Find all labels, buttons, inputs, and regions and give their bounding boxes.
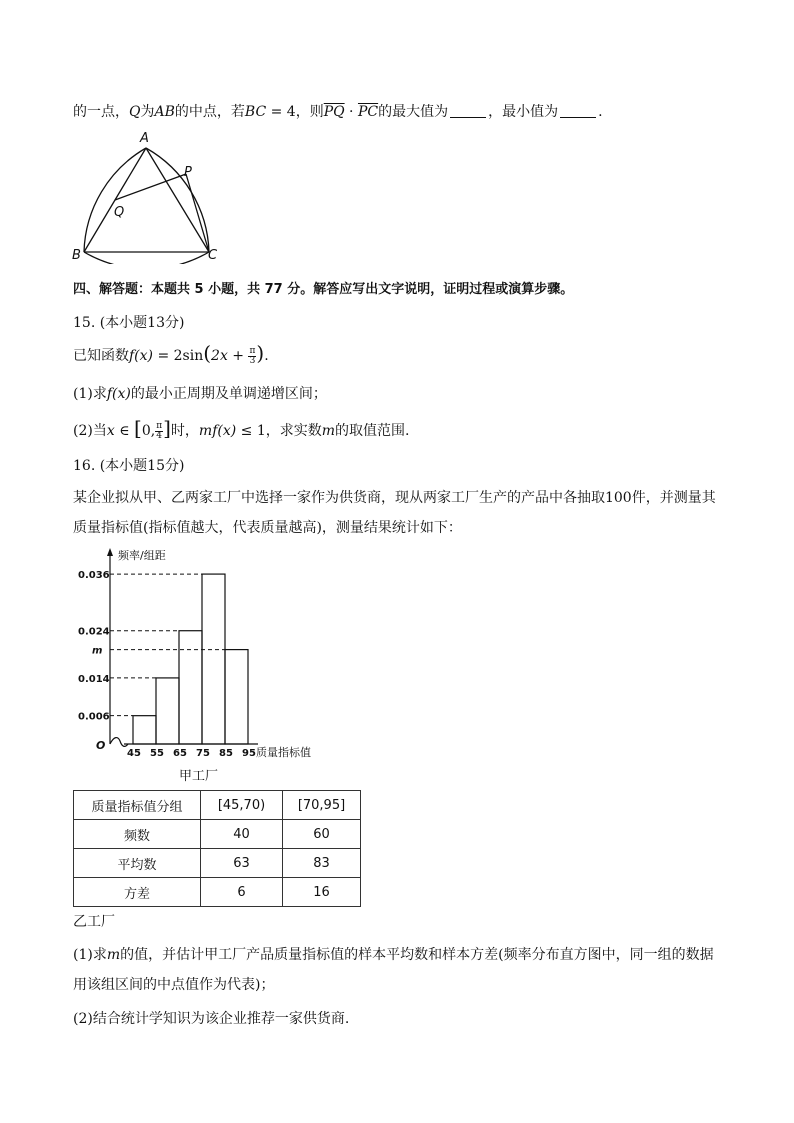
histogram-bar [202,574,225,744]
label-q: Q [114,205,125,220]
q15-text: 已知函数 [73,348,129,364]
histogram-bar [133,716,156,744]
q14-text: ，则 [295,104,324,120]
y-tick-label: 0.036 [78,570,110,582]
histogram-caption: 甲工厂 [179,769,219,784]
table-cell: 60 [283,820,361,849]
q14-text: 的中点，若 [174,104,245,120]
x-tick-label: 65 [173,748,187,759]
histogram-bar [156,678,179,744]
segment-pc [186,174,209,252]
q15-arg: 2x + [211,348,249,364]
histogram-bar [225,650,248,744]
q14-tail-line [73,102,603,122]
q14-text: ，最小值为 [488,104,559,120]
q14-vec-pq: $\overline{PQ}$ [323,104,345,120]
factory-b-table [73,790,361,907]
table-header-cell: [45,70) [201,791,283,820]
x-tick-label: 55 [150,748,164,759]
q16-part1-line2: 用该组区间的中点值作为代表)； [73,977,275,993]
answer-blank-min [560,103,596,118]
table-row [74,849,361,878]
table-cell: 平均数 [74,849,201,878]
table-cell: 16 [283,878,361,907]
table-cell: 40 [201,820,283,849]
table-cell: 频数 [74,820,201,849]
table-cell: 63 [201,849,283,878]
x-tick-label: 45 [127,748,141,759]
y-tick-label: m [92,645,103,657]
origin-label: O [96,739,106,752]
table-cell: 83 [283,849,361,878]
y-tick-label: 0.014 [78,673,110,685]
q14-text: . [598,104,603,120]
table-cell: 方差 [74,878,201,907]
y-axis-label: 频率/组距 [118,549,166,562]
x-tick-label: 95 [242,748,256,759]
q15-part2: (2)当x ∈ [0, $\frac{\pi}{4}$ ]时，mf(x) ≤ 1，求实数m的取值范围. [73,416,410,441]
label-p: P [184,165,192,180]
table-row [74,820,361,849]
q15-fx: f(x) [129,348,154,364]
q16-header: 16. (本小题15分) [73,458,185,474]
q14-dot: · [344,104,358,120]
fraction-pi-4: $\frac{\pi}{4}$ [156,420,163,441]
label-b: B [72,248,81,263]
bracket-close: ] [163,416,171,440]
y-axis-arrow [107,548,113,556]
q16-stem-line2: 质量指标值(指标值越大，代表质量越高)，测量结果统计如下： [73,520,462,536]
q15-stem: 已知函数f(x) = 2sin(2x + $\frac{\pi}{3}$ ). [73,341,269,366]
frequency-histogram [70,545,350,765]
section-header: 四、解答题：本题共 5 小题，共 77 分。解答应写出文字说明，证明过程或演算步骤。 [73,282,574,297]
q14-text: 的一点， [73,104,129,120]
q14-vec-pc: $\overline{PC}$ [357,104,379,120]
table-caption: 乙工厂 [73,914,115,930]
geometry-diagram [60,128,240,264]
q16-stem-line1: 某企业拟从甲、乙两家工厂中选择一家作为供货商，现从两家工厂生产的产品中各抽取100件，并测量其 [73,490,716,506]
q15-eq: = 2sin [153,348,204,364]
table-row [74,878,361,907]
q16-part2: (2)结合统计学知识为该企业推荐一家供货商. [73,1011,350,1027]
arc-bc [84,252,209,264]
table-header-cell: 质量指标值分组 [74,791,201,820]
paren-close: ) [256,341,265,365]
axis-break [110,738,128,747]
label-a: A [140,131,149,146]
bracket-open: [ [134,416,142,440]
x-tick-label: 85 [219,748,233,759]
table-header-row [74,791,361,820]
x-tick-label: 75 [196,748,210,759]
q14-text: 为 [140,104,155,120]
y-tick-label: 0.006 [78,711,110,723]
q14-var-ab: AB [154,104,175,120]
x-axis-label: 质量指标值 [256,746,311,759]
histogram-bar [179,631,202,744]
q14-eq: = 4 [266,104,296,120]
answer-blank-max [450,103,486,118]
q14-var-q: Q [129,104,141,120]
table-header-cell: [70,95] [283,791,361,820]
q14-text: 的最大值为 [378,104,449,120]
y-tick-label: 0.024 [78,626,110,638]
q15-header: 15. (本小题13分) [73,315,185,331]
q15-part1: (1)求f(x)的最小正周期及单调递增区间； [73,386,327,402]
fraction-pi-3: $\frac{\pi}{3}$ [249,345,256,366]
segment-ac [146,148,209,252]
label-c: C [208,248,218,263]
q16-part1-line1: (1)求m的值，并估计甲工厂产品质量指标值的样本平均数和样本方差(频率分布直方图中，同一组的数据 [73,947,714,963]
table-cell: 6 [201,878,283,907]
paren-open: ( [203,341,212,365]
q14-var-bc: BC [244,104,267,120]
